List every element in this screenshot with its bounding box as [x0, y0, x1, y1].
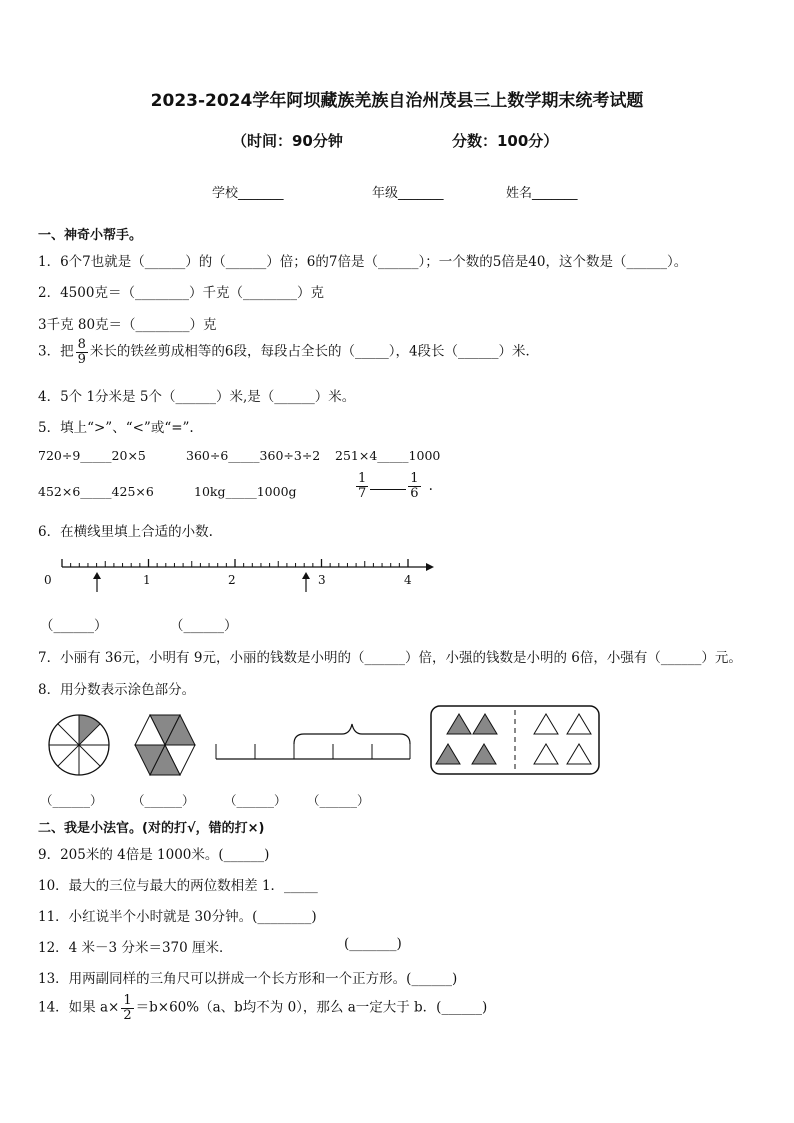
page-title: 2023-2024学年阿坝藏族羌族自治州茂县三上数学期末统考试题: [150, 91, 644, 111]
question-8: 8．用分数表示涂色部分。: [38, 682, 196, 698]
question-2b: 3千克 80克＝（________）克: [38, 317, 217, 333]
exam-time: （时间：90分钟: [232, 132, 343, 150]
tick-label-4: 4: [404, 573, 412, 587]
compare-blank: [370, 477, 406, 490]
fraction-denominator: 2: [123, 1007, 132, 1023]
tick-label-0: 0: [44, 573, 52, 587]
shaded-sector: [79, 715, 100, 745]
arrow-marker-2: [302, 572, 310, 592]
exam-score: 分数：100分）: [452, 132, 559, 150]
compare-item-2: 360÷6_____360÷3÷2: [186, 448, 321, 463]
question-5: 5．填上“>”、“<”或“=”.: [38, 420, 194, 436]
question-4: 4．5个 1分米是 5个（______）米,是（______）米。: [38, 389, 356, 405]
fraction-1-7: [356, 472, 368, 500]
question-10: 10．最大的三位与最大的两位数相差 1．_____: [38, 878, 318, 894]
number-line: [0, 555, 794, 595]
question-6: 6．在横线里填上合适的小数.: [38, 524, 213, 540]
section-2-title: 二、我是小法官。(对的打√，错的打×): [38, 821, 265, 836]
question-2a: 2．4500克＝（________）千克（________）克: [38, 285, 324, 301]
segment-brace-figure: [216, 724, 410, 759]
q6-blank-1: （______）: [40, 618, 108, 634]
grade-field: 年级_______: [372, 186, 444, 201]
q8-blank-4: （______）: [307, 793, 370, 808]
q8-blank-1: （______）: [40, 793, 103, 808]
question-3-prefix: 3．把: [38, 343, 74, 360]
hexagon-sixths-figure: [135, 715, 195, 775]
compare-item-5: 10kg_____1000g: [194, 484, 297, 499]
number-line-ticks: [62, 559, 408, 567]
school-field: 学校_______: [212, 186, 284, 201]
question-1: 1．6个7也就是（______）的（______）倍；6的7倍是（______）；一个数的5倍是40，这个数是（______）。: [38, 254, 688, 270]
fraction-period: .: [428, 477, 433, 494]
question-11: 11．小红说半个小时就是 30分钟。(________): [38, 909, 317, 925]
question-3: [38, 338, 539, 366]
fraction-8-9: [76, 338, 88, 366]
number-line-arrowhead: [426, 563, 434, 571]
q8-figures: [0, 700, 794, 790]
tick-label-1: 1: [143, 573, 151, 587]
question-3-suffix: 米长的铁丝剪成相等的6段，每段占全长的（_____），4段长（______）米．: [89, 343, 540, 360]
question-14-suffix: ＝b×60%（a、b均不为 0），那么 a一定大于 b．(______): [135, 999, 488, 1016]
compare-fractions: [354, 472, 433, 500]
compare-item-3: 251×4_____1000: [335, 448, 441, 463]
compare-item-4: 452×6_____425×6: [38, 484, 154, 499]
tick-label-3: 3: [318, 573, 326, 587]
fraction-denominator: 6: [410, 485, 419, 501]
name-field: 姓名_______: [506, 186, 578, 201]
fraction-1-2: [121, 994, 133, 1022]
arrow-marker-1: [93, 572, 101, 592]
fraction-numerator: 8: [77, 337, 86, 352]
circle-eighths-figure: [49, 715, 109, 775]
question-14: [38, 994, 487, 1022]
fraction-numerator: 1: [123, 993, 132, 1008]
triangles-box-figure: [431, 706, 599, 774]
fraction-denominator: 7: [358, 485, 367, 501]
question-9: 9．205米的 4倍是 1000米。(______): [38, 847, 270, 863]
fraction-1-6: [408, 472, 420, 500]
q8-blank-2: （______）: [132, 793, 195, 808]
tick-label-2: 2: [228, 573, 236, 587]
question-14-prefix: 14．如果 a×: [38, 999, 120, 1016]
question-12: 12．4 米－3 分米＝370 厘米．: [38, 940, 233, 956]
fraction-numerator: 1: [358, 471, 367, 486]
section-1-title: 一、神奇小帮手。: [38, 228, 143, 243]
brace: [294, 724, 410, 744]
q6-blank-2: （______）: [170, 618, 238, 634]
compare-item-1: 720÷9_____20×5: [38, 448, 146, 463]
question-7: 7．小丽有 36元，小明有 9元，小丽的钱数是小明的（______）倍，小强的钱数是小明的 6倍，小强有（______）元。: [38, 650, 742, 666]
question-13: 13．用两副同样的三角尺可以拼成一个长方形和一个正方形。(______): [38, 971, 458, 987]
fraction-denominator: 9: [77, 351, 86, 367]
question-12-blank: (_______): [344, 936, 402, 952]
q8-blank-3: （______）: [224, 793, 287, 808]
fraction-numerator: 1: [410, 471, 419, 486]
